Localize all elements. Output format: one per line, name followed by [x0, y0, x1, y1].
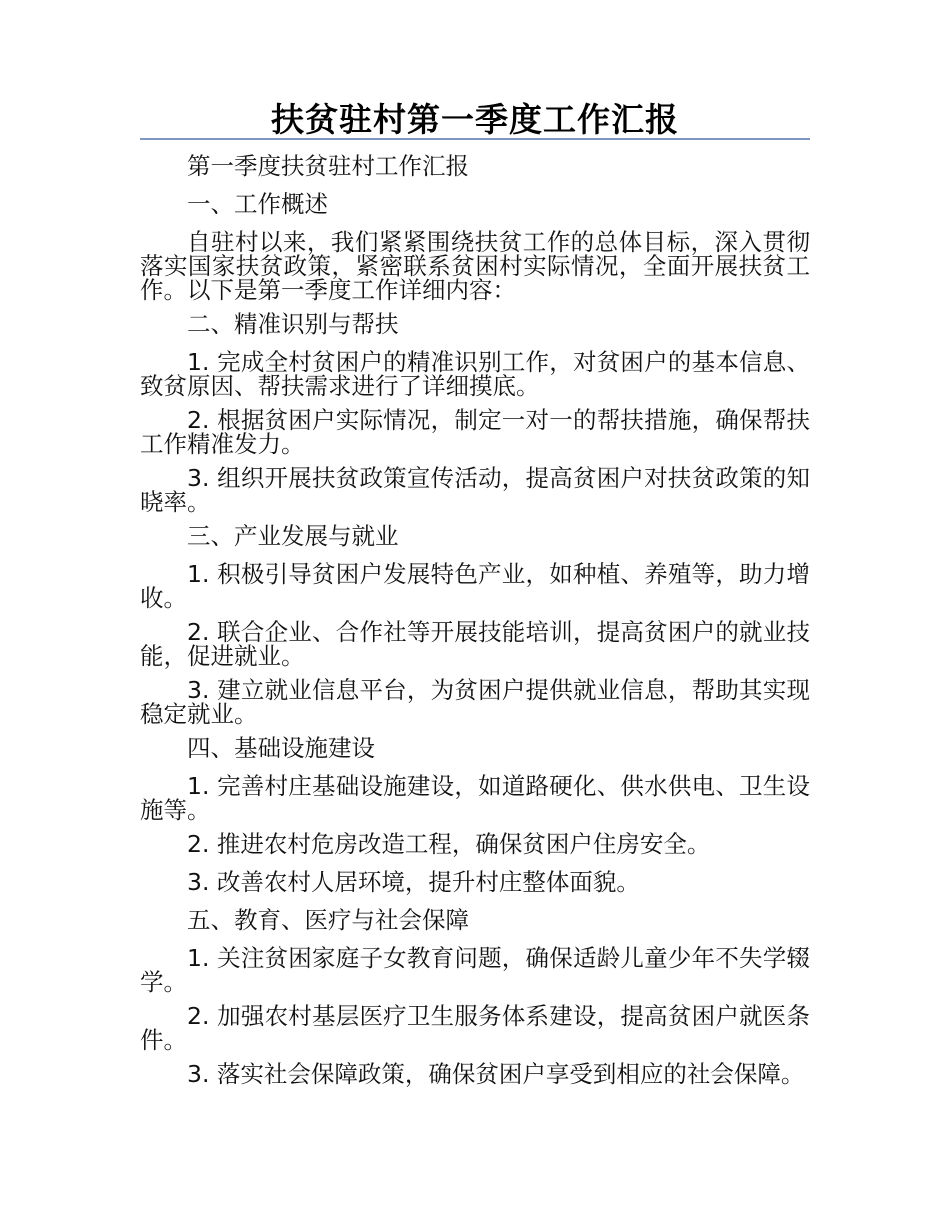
- report-subtitle: 第一季度扶贫驻村工作汇报: [187, 152, 469, 180]
- section-heading-overview: 一、工作概述: [187, 190, 328, 218]
- list-item: 1. 积极引导贫困户发展特色产业，如种植、养殖等，助力增收。: [140, 560, 810, 612]
- list-item: 3. 落实社会保障政策，确保贫困户享受到相应的社会保障。: [187, 1060, 805, 1088]
- title-underline: [140, 138, 810, 140]
- section-heading-social-security: 五、教育、医疗与社会保障: [187, 906, 469, 934]
- section-heading-infrastructure: 四、基础设施建设: [187, 734, 375, 762]
- section-heading-identification: 二、精准识别与帮扶: [187, 310, 399, 338]
- list-item: 1. 完善村庄基础设施建设，如道路硬化、供水供电、卫生设施等。: [140, 772, 810, 824]
- list-item: 1. 关注贫困家庭子女教育问题，确保适龄儿童少年不失学辍学。: [140, 944, 810, 996]
- document-body: [140, 154, 810, 1096]
- list-item: 3. 建立就业信息平台，为贫困户提供就业信息，帮助其实现稳定就业。: [140, 676, 810, 728]
- list-item: 2. 推进农村危房改造工程，确保贫困户住房安全。: [187, 830, 711, 858]
- list-item: 3. 组织开展扶贫政策宣传活动，提高贫困户对扶贫政策的知晓率。: [140, 464, 810, 516]
- document-title: 扶贫驻村第一季度工作汇报: [271, 100, 679, 139]
- overview-paragraph: 自驻村以来，我们紧紧围绕扶贫工作的总体目标，深入贯彻落实国家扶贫政策，紧密联系贫困村实际情况，全面开展扶贫工作。以下是第一季度工作详细内容：: [140, 228, 810, 304]
- list-item: 3. 改善农村人居环境，提升村庄整体面貌。: [187, 868, 640, 896]
- list-item: 2. 联合企业、合作社等开展技能培训，提高贫困户的就业技能，促进就业。: [140, 618, 810, 670]
- list-item: 1. 完成全村贫困户的精准识别工作，对贫困户的基本信息、致贫原因、帮扶需求进行了详细摸底。: [140, 348, 810, 400]
- list-item: 2. 根据贫困户实际情况，制定一对一的帮扶措施，确保帮扶工作精准发力。: [140, 406, 810, 458]
- list-item: 2. 加强农村基层医疗卫生服务体系建设，提高贫困户就医条件。: [140, 1002, 810, 1054]
- section-heading-industry: 三、产业发展与就业: [187, 522, 399, 550]
